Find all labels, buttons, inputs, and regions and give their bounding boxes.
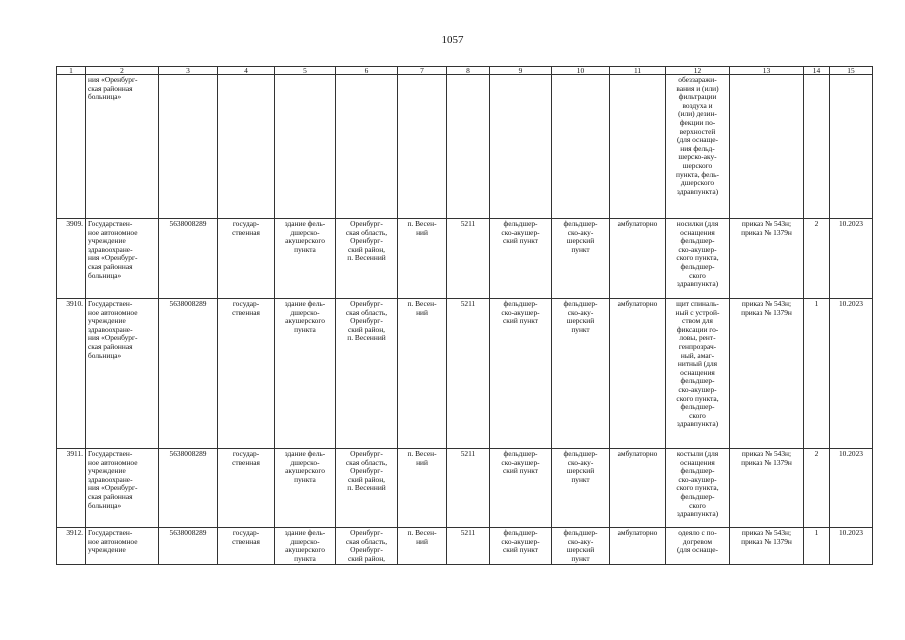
column-header: 1 [57,67,86,75]
cell-address: Оренбург- ская область, Оренбург- ский район, п. Весенний [336,449,398,528]
cell-org: Государствен- ное автономное учреждение здравоохране- ния «Оренбург- ская районная больница» [86,449,159,528]
cell-inn: 5638008289 [159,449,218,528]
cell-qty: 2 [804,219,830,299]
cell-care: амбулаторно [610,528,666,565]
cell-org: Государствен- ное автономное учреждение здравоохране- ния «Оренбург- ская районная больница» [86,219,159,299]
cell-building: здание фель- дшерско- акушерского пункта [275,299,336,449]
table-row [57,528,873,565]
table-row [57,449,873,528]
column-header: 6 [336,67,398,75]
cell-num [57,75,86,219]
table-row [57,299,873,449]
cell-num: 3912. [57,528,86,565]
cell-order: приказ № 543н; приказ № 1379н [730,528,804,565]
column-header: 2 [86,67,159,75]
cell-building: здание фель- дшерско- акушерского пункта [275,219,336,299]
cell-unit-type: фельдшер- ско-акушер- ский пункт [490,219,552,299]
cell-inn: 5638008289 [159,299,218,449]
cell-org: Государствен- ное автономное учреждение [86,528,159,565]
cell-date: 10.2023 [830,528,873,565]
cell-settlement: п. Весен- ний [398,299,447,449]
column-header: 8 [447,67,490,75]
cell-care: амбулаторно [610,299,666,449]
cell-address: Оренбург- ская область, Оренбург- ский район, п. Весенний [336,299,398,449]
cell-code: 5211 [447,219,490,299]
cell-org: ния «Оренбург- ская районная больница» [86,75,159,219]
column-header: 11 [610,67,666,75]
column-header: 9 [490,67,552,75]
cell-address [336,75,398,219]
cell-qty: 1 [804,299,830,449]
cell-unit-name: фельдшер- ско-аку- шерский пункт [552,299,610,449]
table-row [57,219,873,299]
cell-num: 3911. [57,449,86,528]
page-number: 1057 [441,34,464,46]
cell-building [275,75,336,219]
cell-settlement: п. Весен- ний [398,528,447,565]
cell-qty: 1 [804,528,830,565]
cell-equipment: обеззаражи- вания и (или) фильтрации воздуха и (или) дезин- фекции по- верхностей (для оснаще- ния фельд- шерско-аку- шерского пункта, фель- дшерского здравпункта) [666,75,730,219]
cell-date: 10.2023 [830,449,873,528]
cell-ownership: государ- ственная [218,528,275,565]
cell-qty: 2 [804,449,830,528]
cell-org: Государствен- ное автономное учреждение здравоохране- ния «Оренбург- ская районная больница» [86,299,159,449]
cell-code: 5211 [447,449,490,528]
table-row-continuation [57,75,873,219]
cell-ownership: государ- ственная [218,219,275,299]
cell-care [610,75,666,219]
cell-inn: 5638008289 [159,219,218,299]
cell-unit-type [490,75,552,219]
cell-unit-name: фельдшер- ско-аку- шерский пункт [552,219,610,299]
cell-ownership: государ- ственная [218,449,275,528]
cell-num: 3909. [57,219,86,299]
column-header: 12 [666,67,730,75]
cell-order: приказ № 543н; приказ № 1379н [730,299,804,449]
cell-settlement: п. Весен- ний [398,219,447,299]
cell-ownership [218,75,275,219]
column-header: 14 [804,67,830,75]
cell-address: Оренбург- ская область, Оренбург- ский район, п. Весенний [336,219,398,299]
cell-num: 3910. [57,299,86,449]
cell-order [730,75,804,219]
cell-code [447,75,490,219]
column-header: 4 [218,67,275,75]
cell-date: 10.2023 [830,299,873,449]
cell-ownership: государ- ственная [218,299,275,449]
cell-care: амбулаторно [610,219,666,299]
cell-unit-type: фельдшер- ско-акушер- ский пункт [490,449,552,528]
column-header: 3 [159,67,218,75]
cell-inn: 5638008289 [159,528,218,565]
cell-equipment: носилки (для оснащения фельдшер- ско-акушер- ского пункта, фельдшер- ского здравпункта) [666,219,730,299]
cell-unit-type: фельдшер- ско-акушер- ский пункт [490,528,552,565]
column-header: 10 [552,67,610,75]
cell-unit-type: фельдшер- ско-акушер- ский пункт [490,299,552,449]
cell-building: здание фель- дшерско- акушерского пункта [275,449,336,528]
cell-qty [804,75,830,219]
cell-code: 5211 [447,299,490,449]
cell-unit-name [552,75,610,219]
column-header: 5 [275,67,336,75]
cell-equipment: одеяло с по- догревом (для оснаще- [666,528,730,565]
cell-unit-name: фельдшер- ско-аку- шерский пункт [552,528,610,565]
registry-table [56,66,873,565]
cell-date: 10.2023 [830,219,873,299]
cell-unit-name: фельдшер- ско-аку- шерский пункт [552,449,610,528]
column-header: 7 [398,67,447,75]
cell-date [830,75,873,219]
cell-order: приказ № 543н; приказ № 1379н [730,449,804,528]
cell-settlement [398,75,447,219]
cell-equipment: щит спиналь- ный с устрой- ством для фиксации го- ловы, рент- генпрозрач- ный, амаг- нитный (для оснащения фельдшер- ско-акушер- ского пункта, фельдшер- ского здравпункта) [666,299,730,449]
cell-address: Оренбург- ская область, Оренбург- ский район, [336,528,398,565]
column-header: 15 [830,67,873,75]
cell-settlement: п. Весен- ний [398,449,447,528]
column-header: 13 [730,67,804,75]
cell-inn [159,75,218,219]
cell-building: здание фель- дшерско- акушерского пункта [275,528,336,565]
header-row [57,67,873,75]
cell-order: приказ № 543н; приказ № 1379н [730,219,804,299]
cell-care: амбулаторно [610,449,666,528]
cell-equipment: костыли (для оснащения фельдшер- ско-акушер- ского пункта, фельдшер- ского здравпункта) [666,449,730,528]
cell-code: 5211 [447,528,490,565]
